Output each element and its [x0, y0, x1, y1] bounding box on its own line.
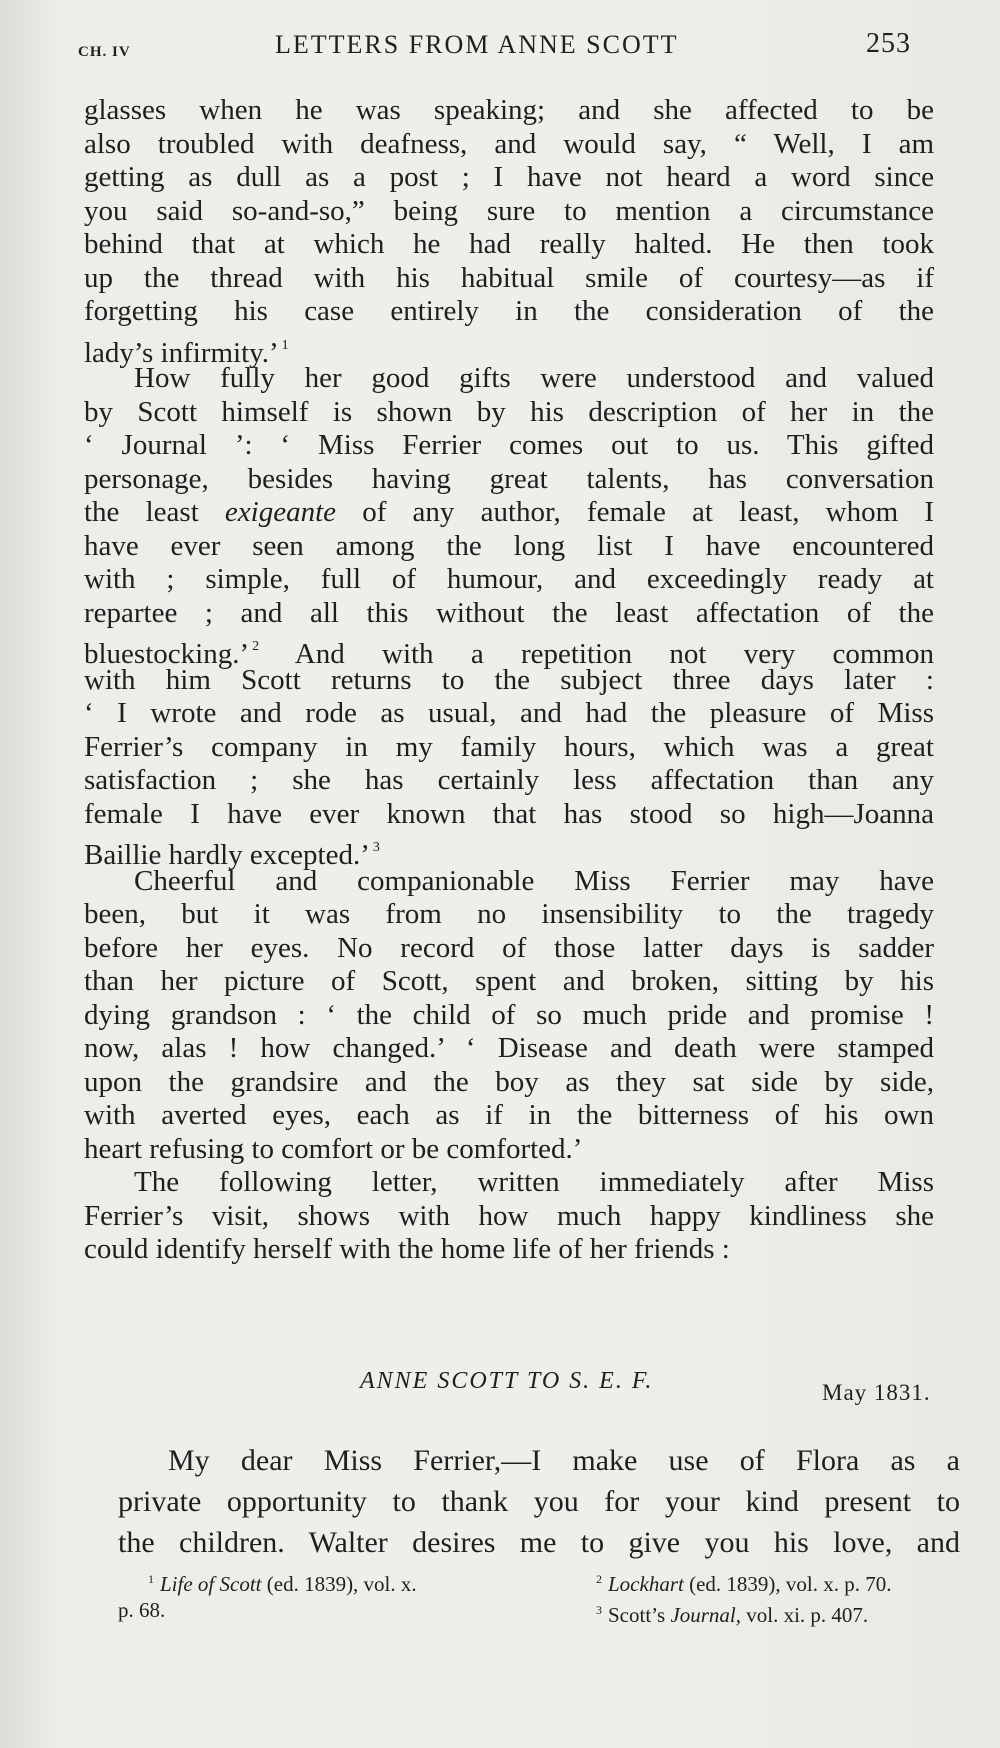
text-line: the children. Walter desires me to give you his love, and — [118, 1526, 960, 1559]
text-line: with him Scott returns to the subject three days later : — [84, 663, 934, 696]
text-line: How fully her good gifts were understood and valued — [134, 362, 934, 394]
text-fragment: bluestocking.’ — [84, 638, 250, 670]
footnote-text: , vol. xi. p. 407. — [735, 1603, 869, 1627]
text-line: could identify herself with the home life of her friends : — [84, 1233, 730, 1265]
text-line: by Scott himself is shown by his description of her in the — [84, 395, 934, 428]
footnote-3 — [596, 1597, 996, 1628]
footnote-ref[interactable]: 3 — [372, 840, 380, 855]
page-number: 253 — [866, 28, 911, 59]
text-line: Cheerful and companionable Miss Ferrier may have — [134, 864, 934, 897]
text-line — [84, 496, 934, 530]
footnote-ref[interactable]: 1 — [281, 337, 289, 353]
text-line: with averted eyes, each as if in the bitterness of his own — [84, 1099, 934, 1131]
footnote-title: Lockhart — [608, 1572, 684, 1596]
paragraph-3 — [84, 865, 934, 1167]
paragraph-2 — [84, 362, 934, 871]
text-line: private opportunity to thank you for your kind present to — [118, 1485, 960, 1518]
chapter-label: CH. IV — [78, 44, 131, 60]
footnotes — [118, 1566, 960, 1626]
text-line: personage, besides having great talents, has conversation — [84, 462, 934, 495]
footnote-text: Scott’s — [608, 1603, 671, 1627]
text-line: before her eyes. No record of those latter days is sadder — [84, 931, 934, 964]
text-line: dying grandson : ‘ the child of so much pride and promise ! — [84, 998, 934, 1031]
footnote-1 — [118, 1566, 538, 1623]
text-fragment: of any author, female at least, whom I — [336, 496, 934, 528]
footnote-2 — [596, 1566, 996, 1597]
footnote-number: 1 — [148, 1572, 154, 1586]
italic-word: exigeante — [224, 496, 337, 528]
text-line: upon the grandsire and the boy as they sat side by side, — [84, 1065, 934, 1098]
text-line: with ; simple, full of humour, and exceedingly ready at — [84, 563, 934, 595]
text-line: have ever seen among the long list I have encountered — [84, 529, 934, 562]
text-line: ‘ Journal ’: ‘ Miss Ferrier comes out to us. This gifted — [84, 429, 934, 461]
footnote-title: Life of Scott — [160, 1572, 262, 1596]
text-line: heart refusing to comfort or be comforted.’ — [84, 1132, 583, 1165]
text-line: repartee ; and all this without the least affectation of the — [84, 596, 934, 629]
text-line: getting as dull as a post ; I have not heard a word since — [84, 161, 934, 193]
footnote-line — [118, 1566, 538, 1597]
running-title: LETTERS FROM ANNE SCOTT — [275, 30, 679, 59]
text-line: ‘ I wrote and rode as usual, and had the pleasure of Miss — [84, 697, 934, 729]
letter-date: May 1831. — [822, 1380, 931, 1405]
letter-body — [118, 1440, 960, 1563]
text-line — [84, 630, 934, 670]
text-line — [84, 329, 934, 369]
text-line: The following letter, written immediately after Miss — [134, 1166, 934, 1198]
text-line: My dear Miss Ferrier,—I make use of Flora as a — [168, 1444, 960, 1477]
text-line: behind that at which he had really halted. He then took — [84, 228, 934, 260]
footnote-line: p. 68. — [118, 1598, 166, 1622]
text-line: now, alas ! how changed.’ ‘ Disease and death were stamped — [84, 1032, 934, 1064]
body-text — [84, 94, 934, 1267]
text-line: Ferrier’s visit, shows with how much happy kindliness she — [84, 1199, 934, 1232]
text-fragment: And with a repetition not very common — [259, 638, 934, 670]
footnote-number: 2 — [596, 1572, 602, 1586]
paragraph-1 — [84, 94, 934, 369]
text-line: you said so-and-so,” being sure to mention a circumstance — [84, 194, 934, 227]
text-line — [84, 831, 934, 871]
text-line: Ferrier’s company in my family hours, which was a great — [84, 730, 934, 763]
letter-heading: ANNE SCOTT TO S. E. F. — [360, 1368, 654, 1394]
footnote-text: (ed. 1839), vol. x. — [261, 1572, 417, 1596]
text-line: forgetting his case entirely in the consideration of the — [84, 295, 934, 327]
footnote-text: (ed. 1839), vol. x. p. 70. — [683, 1572, 892, 1596]
text-fragment: lady’s infirmity.’ — [84, 336, 279, 369]
text-line: up the thread with his habitual smile of courtesy—as if — [84, 261, 934, 294]
text-line: glasses when he was speaking; and she affected to be — [84, 94, 934, 126]
text-line: than her picture of Scott, spent and broken, sitting by his — [84, 965, 934, 997]
footnote-ref[interactable]: 2 — [252, 639, 260, 654]
text-fragment: Baillie hardly excepted.’ — [84, 839, 370, 871]
text-line: female I have ever known that has stood so high—Joanna — [84, 797, 934, 830]
paragraph-4 — [84, 1166, 934, 1267]
text-line: been, but it was from no insensibility to the tragedy — [84, 898, 934, 930]
text-line: satisfaction ; she has certainly less affectation than any — [84, 764, 934, 796]
footnote-title: Journal — [670, 1603, 736, 1627]
text-line: also troubled with deafness, and would say, “ Well, I am — [84, 127, 934, 160]
running-head — [0, 28, 1000, 68]
footnotes-2-3 — [596, 1566, 996, 1628]
text-fragment: the least — [84, 496, 225, 528]
footnote-number: 3 — [596, 1603, 602, 1617]
